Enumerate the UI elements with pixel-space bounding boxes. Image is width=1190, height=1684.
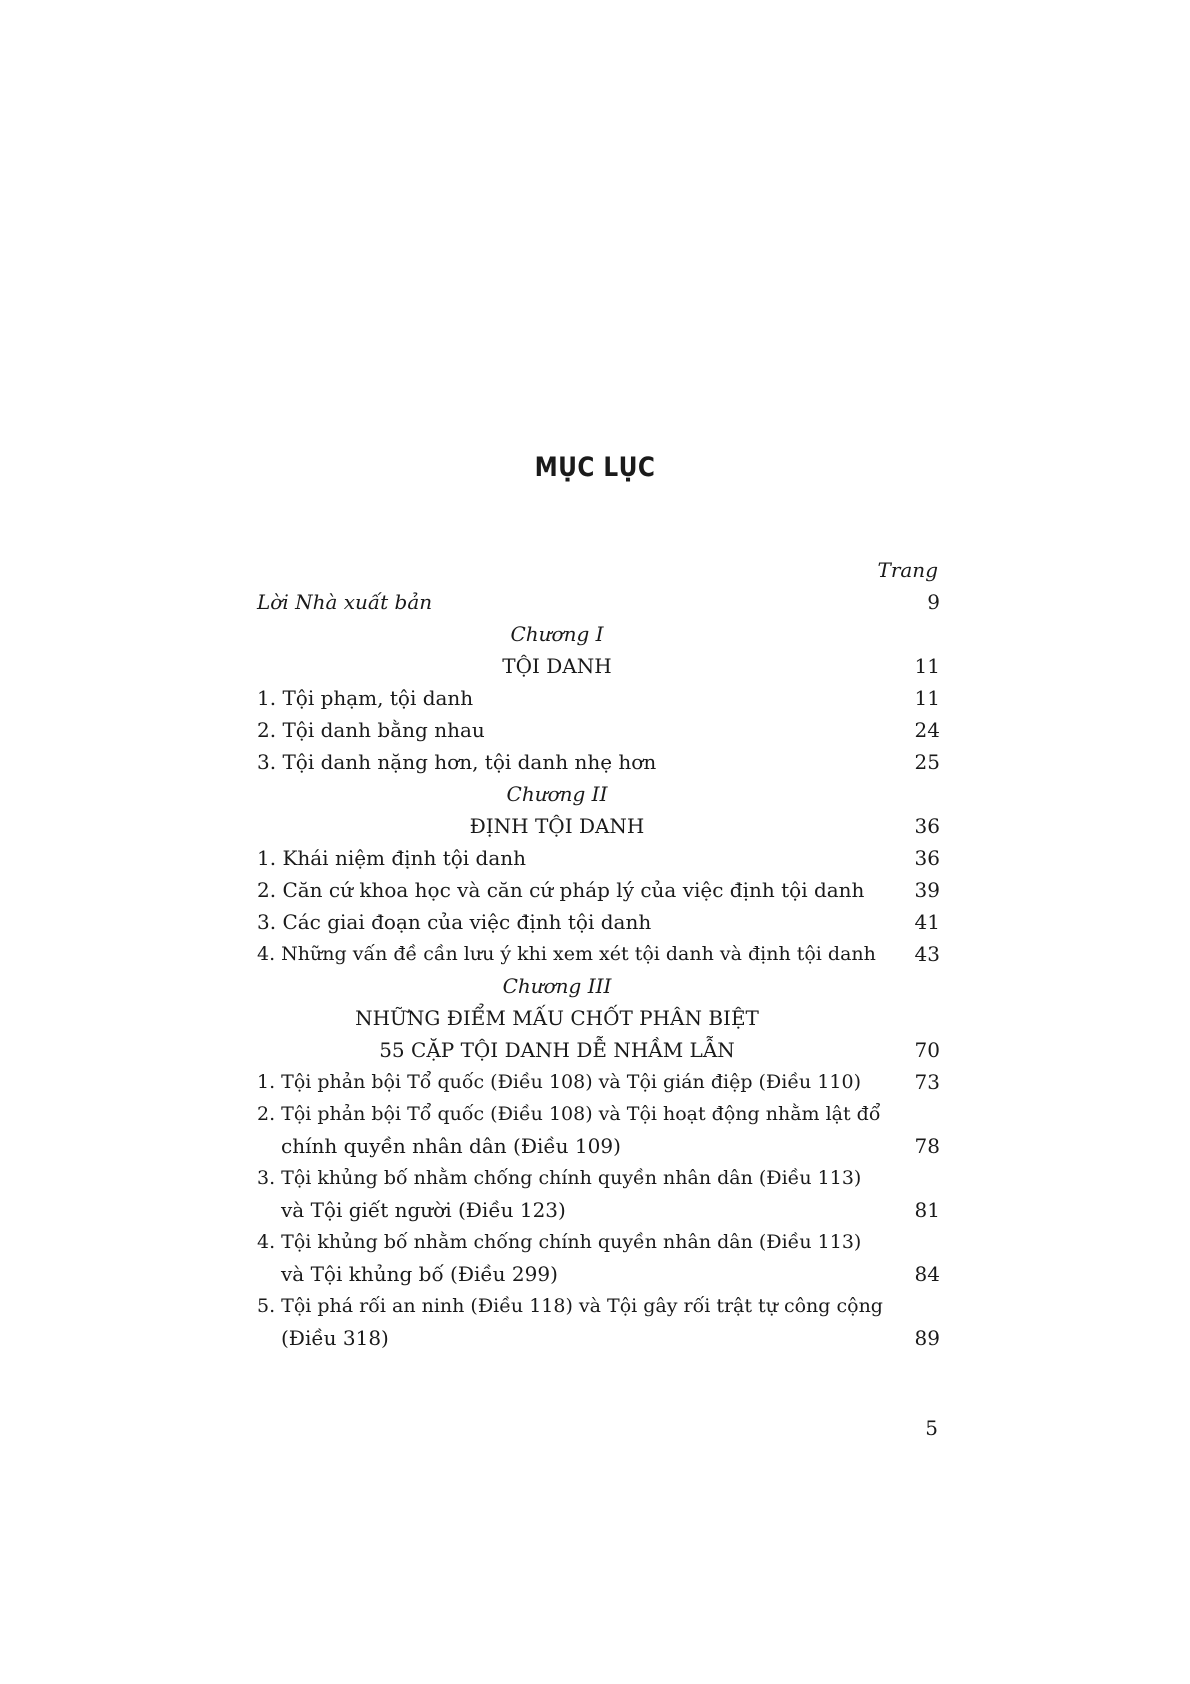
toc-entry-text: 5. Tội phá rối an ninh (Điều 118) và Tội gây rối trật tự công cộng	[257, 1295, 883, 1317]
chapter-title	[257, 810, 940, 842]
toc-entry-continuation	[257, 1322, 940, 1354]
toc-entry-page: 89	[914, 1326, 940, 1350]
toc-entry	[257, 1290, 940, 1322]
toc-entry-text: 3. Tội khủng bố nhằm chống chính quyền nhân dân (Điều 113)	[257, 1167, 862, 1189]
toc-entry-text: và Tội khủng bố (Điều 299)	[281, 1262, 558, 1286]
toc-entry-page: 78	[914, 1134, 940, 1158]
chapter-label: Chương I	[510, 622, 604, 646]
toc-entry-page: 36	[914, 846, 940, 870]
toc-entry-text: 3. Các giai đoạn của việc định tội danh	[257, 910, 652, 934]
chapter-title-text: TỘI DANH	[502, 654, 612, 678]
toc-entry-text: 4. Tội khủng bố nhằm chống chính quyền nhân dân (Điều 113)	[257, 1231, 862, 1253]
chapter-title-text: ĐỊNH TỘI DANH	[469, 814, 645, 838]
toc-entry-text: 1. Khái niệm định tội danh	[257, 846, 527, 870]
chapter-heading	[257, 970, 940, 1002]
page-number: 5	[925, 1416, 938, 1440]
toc-entry	[257, 586, 940, 618]
toc-entry-page: 9	[927, 590, 940, 614]
toc-entry-page: 43	[914, 942, 940, 966]
toc-entry	[257, 1226, 940, 1258]
toc-entry-continuation	[257, 1130, 940, 1162]
toc-entry	[257, 682, 940, 714]
chapter-label: Chương III	[502, 974, 612, 998]
chapter-title	[257, 1034, 940, 1066]
toc-entry-page: 11	[914, 654, 940, 678]
chapter-heading	[257, 778, 940, 810]
toc-entry	[257, 1098, 940, 1130]
toc-entry-page: 39	[914, 878, 940, 902]
toc-entry-continuation	[257, 1194, 940, 1226]
toc-entry-text: chính quyền nhân dân (Điều 109)	[281, 1134, 621, 1158]
toc-entry-page: 36	[914, 814, 940, 838]
toc-entry-page: 84	[914, 1262, 940, 1286]
toc-entry-text: Lời Nhà xuất bản	[257, 590, 433, 614]
chapter-title-text: 55 CẶP TỘI DANH DỄ NHẦM LẪN	[379, 1038, 735, 1062]
chapter-title	[257, 650, 940, 682]
page-title: MỤC LỤC	[534, 452, 656, 483]
toc-entry	[257, 746, 940, 778]
toc-entry-continuation	[257, 1258, 940, 1290]
toc-entry-page: 73	[914, 1070, 940, 1094]
toc-entry-page: 11	[914, 686, 940, 710]
toc-entry	[257, 938, 940, 970]
toc-entry-page: 25	[914, 750, 940, 774]
toc-entry-text: 2. Tội phản bội Tổ quốc (Điều 108) và Tội hoạt động nhằm lật đổ	[257, 1103, 881, 1125]
toc-entry	[257, 906, 940, 938]
toc-entry	[257, 1066, 940, 1098]
page-column-label: Trang	[877, 558, 938, 582]
toc-entry-text: 2. Tội danh bằng nhau	[257, 718, 485, 742]
toc-entry-page: 24	[914, 718, 940, 742]
chapter-title-text: NHỮNG ĐIỂM MẤU CHỐT PHÂN BIỆT	[355, 1006, 759, 1030]
toc-entry-text: 1. Tội phản bội Tổ quốc (Điều 108) và Tội gián điệp (Điều 110)	[257, 1071, 861, 1093]
toc-entry-text: 4. Những vấn đề cần lưu ý khi xem xét tội danh và định tội danh	[257, 943, 876, 965]
toc-entry	[257, 874, 940, 906]
toc-entry	[257, 842, 940, 874]
chapter-title	[257, 1002, 940, 1034]
toc-entry	[257, 714, 940, 746]
chapter-label: Chương II	[506, 782, 608, 806]
toc-entry-page: 70	[914, 1038, 940, 1062]
toc-entry-page: 41	[914, 910, 940, 934]
toc-entry	[257, 1162, 940, 1194]
toc-entry-text: và Tội giết người (Điều 123)	[281, 1198, 566, 1222]
toc-entry-text: 2. Căn cứ khoa học và căn cứ pháp lý của việc định tội danh	[257, 878, 865, 902]
toc-entry-text: (Điều 318)	[281, 1326, 389, 1350]
toc-entry-page: 81	[914, 1198, 940, 1222]
toc-entry-text: 3. Tội danh nặng hơn, tội danh nhẹ hơn	[257, 750, 657, 774]
toc-entry-text: 1. Tội phạm, tội danh	[257, 686, 474, 710]
chapter-heading	[257, 618, 940, 650]
